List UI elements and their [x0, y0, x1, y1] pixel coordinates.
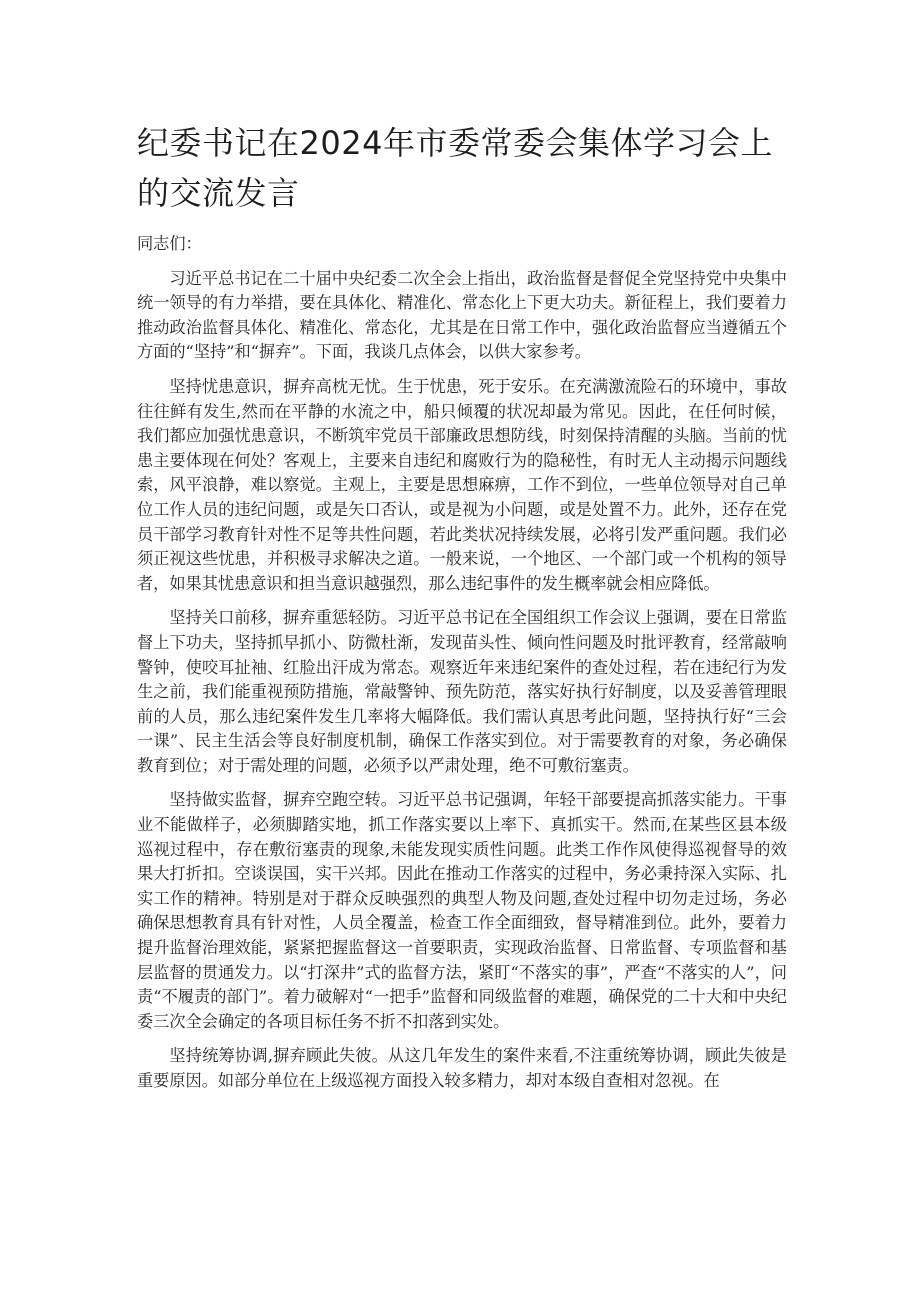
paragraph-supervision: 坚持做实监督，摒弃空跑空转。习近平总书记强调，年轻干部要提高抓落实能力。干事业不能做样子，必须脚踏实地，抓工作落实要以上率下、真抓实干。然而,在某些区县本级巡视过程中，存在敷衍塞责的现象,未能发现实质性问题。此类工作作风使得巡视督导的效果大打折扣。空谈误国，实干兴邦。因此在推动工作落实的过程中，务必秉持深入实际、扎实工作的精神。特别是对于群众反映强烈的典型人物及问题,查处过程中切勿走过场，务必确保思想教育具有针对性，人员全覆盖，检查工作全面细致，督导精准到位。此外，要着力提升监督治理效能，紧紧把握监督这一首要职责，实现政治监督、日常监督、专项监督和基层监督的贯通发力。以“打深井”式的监督方法，紧盯“不落实的事”，严查“不落实的人”，问责“不履责的部门”。着力破解对“一把手”监督和同级监督的难题，确保党的二十大和中央纪委三次全会确定的各项目标任务不折不扣落到实处。 [137, 790, 787, 1031]
paragraph-vigilance: 坚持忧患意识，摒弃高枕无忧。生于忧患，死于安乐。在充满激流险石的环境中，事故往往鲜有发生,然而在平静的水流之中，船只倾覆的状况却最为常见。因此，在任何时候，我们都应加强忧患意识，不断筑牢党员干部廉政思想防线，时刻保持清醒的头脑。当前的忧患主要体现在何处？客观上，主要来自违纪和腐败行为的隐秘性，有时无人主动揭示问题线索，风平浪静，难以察觉。主观上，主要是思想麻痹，工作不到位，一些单位领导对自己单位工作人员的违纪问题，或是矢口否认，或是视为小问题，或是处置不力。此外，还存在党员干部学习教育针对性不足等共性问题，若此类状况持续发展，必将引发严重问题。我们必须正视这些忧患，并积极寻求解决之道。一般来说，一个地区、一个部门或一个机构的领导者，如果其忧患意识和担当意识越强烈，那么违纪事件的发生概率就会相应降低。 [137, 376, 787, 593]
document-body [137, 232, 787, 1104]
paragraph-intro: 习近平总书记在二十届中央纪委二次全会上指出，政治监督是督促全党坚持党中央集中统一领导的有力举措，要在具体化、精准化、常态化上下更大功夫。新征程上，我们要着力推动政治监督具体化、精准化、常态化，尤其是在日常工作中，强化政治监督应当遵循五个方面的“坚持”和“摒弃”。下面，我谈几点体会，以供大家参考。 [137, 268, 787, 362]
paragraph-prevention: 坚持关口前移，摒弃重惩轻防。习近平总书记在全国组织工作会议上强调，要在日常监督上下功夫，坚持抓早抓小、防微杜渐，发现苗头性、倾向性问题及时批评教育，经常敲响警钟，使咬耳扯袖、红脸出汗成为常态。观察近年来违纪案件的查处过程，若在违纪行为发生之前，我们能重视预防措施，常敲警钟、预先防范，落实好执行好制度，以及妥善管理眼前的人员，那么违纪案件发生几率将大幅降低。我们需认真思考此问题，坚持执行好“三会一课”、民主生活会等良好制度机制，确保工作落实到位。对于需要教育的对象，务必确保教育到位；对于需处理的问题，必须予以严肃处理，绝不可敷衍塞责。 [137, 608, 787, 775]
salutation: 同志们： [137, 234, 202, 253]
document-title: 纪委书记在2024年市委常委会集体学习会上的交流发言 [137, 124, 773, 212]
paragraph-coordination: 坚持统筹协调,摒弃顾此失彼。从这几年发生的案件来看,不注重统筹协调，顾此失彼是重要原因。如部分单位在上级巡视方面投入较多精力，却对本级自查相对忽视。在 [137, 1046, 787, 1090]
